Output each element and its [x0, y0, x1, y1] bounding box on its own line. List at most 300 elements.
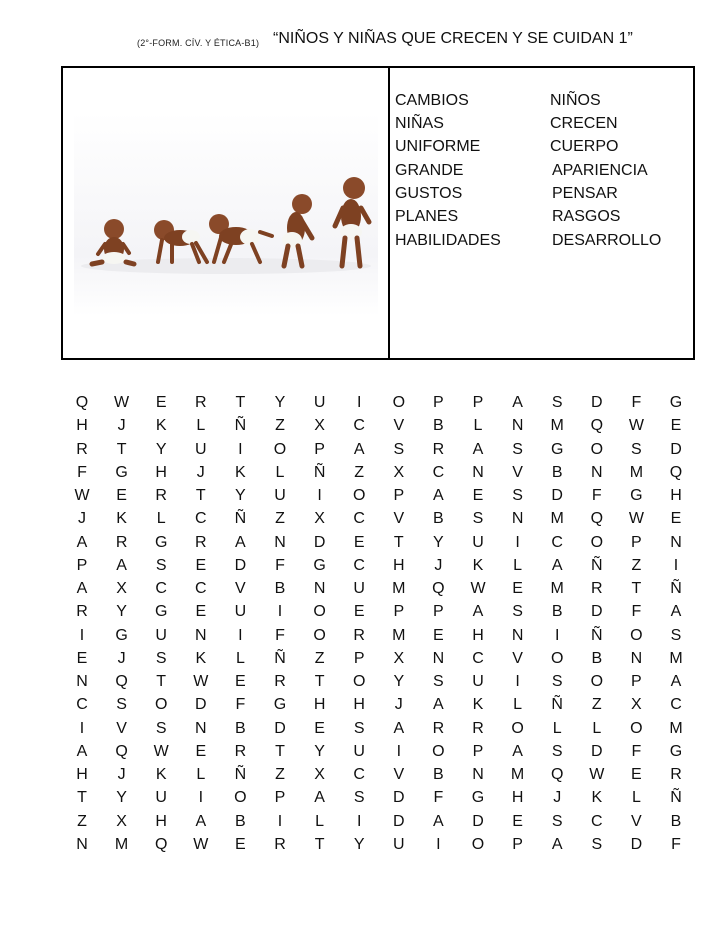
grid-letter: M: [669, 649, 683, 667]
grid-letter: R: [353, 626, 365, 644]
grid-letter: S: [353, 789, 365, 807]
grid-letter: I: [436, 835, 441, 853]
grid-letter: G: [313, 556, 326, 574]
grid-letter: S: [116, 696, 127, 714]
grid-letter: A: [314, 789, 325, 807]
grid-letter: H: [313, 696, 326, 714]
grid-letter: G: [273, 696, 287, 714]
grid-letter: V: [631, 812, 642, 830]
grid-letter: O: [550, 649, 564, 667]
grid-letter: T: [235, 394, 246, 411]
grid-letter: S: [631, 440, 642, 458]
grid-letter: A: [116, 556, 127, 574]
grid-letter: L: [235, 649, 245, 667]
grid-letter: N: [76, 835, 88, 853]
grid-letter: G: [115, 626, 128, 644]
grid-letter: H: [353, 696, 365, 714]
grid-letter: F: [671, 835, 681, 853]
grid-letter: Y: [116, 789, 127, 807]
worksheet-title: “NIÑOS Y NIÑAS QUE CRECEN Y SE CUIDAN 1”: [273, 30, 633, 47]
grid-letter: L: [196, 417, 206, 435]
grid-letter: M: [669, 719, 683, 737]
grid-letter: A: [472, 440, 484, 458]
grid-letter: N: [313, 580, 326, 597]
grid-letter: A: [235, 533, 246, 551]
grid-letter: E: [195, 603, 207, 621]
grid-letter: I: [356, 812, 362, 830]
grid-letter: E: [155, 394, 167, 411]
grid-letter: R: [432, 719, 445, 737]
grid-letter: T: [393, 533, 404, 551]
grid-letter: D: [393, 812, 405, 830]
grid-letter: J: [78, 510, 86, 528]
grid-letter: J: [117, 417, 126, 435]
grid-letter: L: [513, 556, 523, 574]
grid-letter: Ñ: [234, 510, 247, 528]
grid-letter: O: [590, 440, 604, 458]
grid-letter: E: [195, 742, 207, 760]
grid-letter: E: [314, 719, 325, 737]
grid-letter: M: [392, 626, 406, 644]
grid-letter: R: [76, 440, 88, 458]
grid-letter: A: [472, 603, 484, 621]
grid-letter: W: [470, 580, 486, 597]
grid-letter: H: [670, 487, 682, 504]
grid-letter: P: [314, 440, 325, 458]
grid-letter: R: [155, 487, 167, 504]
word-item: CAMBIOS: [395, 92, 469, 109]
grid-letter: N: [472, 766, 484, 783]
grid-letter: F: [631, 742, 642, 760]
grid-letter: F: [77, 463, 87, 481]
grid-letter: S: [670, 626, 682, 644]
grid-letter: C: [353, 766, 365, 783]
grid-letter: C: [591, 812, 603, 830]
grid-letter: G: [471, 789, 485, 807]
grid-letter: X: [314, 510, 325, 528]
grid-letter: S: [551, 742, 563, 760]
grid-letter: N: [274, 533, 286, 551]
grid-letter: S: [512, 603, 523, 621]
grid-letter: A: [512, 742, 523, 760]
grid-letter: G: [669, 742, 683, 760]
grid-letter: U: [234, 603, 247, 621]
grid-letter: J: [196, 463, 205, 481]
grid-letter: M: [392, 580, 406, 597]
grid-letter: V: [393, 766, 405, 783]
grid-letter: P: [631, 533, 642, 551]
grid-letter: C: [551, 533, 563, 551]
grid-letter: V: [393, 417, 405, 435]
word-item: PENSAR: [552, 185, 618, 202]
grid-letter: Z: [77, 812, 87, 830]
grid-letter: Y: [274, 394, 286, 411]
grid-letter: N: [76, 673, 88, 690]
grid-letter: Z: [591, 696, 602, 714]
grid-letter: P: [472, 394, 484, 411]
grid-letter: E: [512, 580, 523, 597]
grid-letter: G: [154, 533, 168, 551]
grid-letter: K: [235, 463, 246, 481]
grid-letter: A: [670, 603, 682, 621]
grid-letter: O: [630, 626, 643, 644]
grid-letter: X: [631, 696, 642, 714]
subject-label: (2°-FORM. CÍV. Y ÉTICA-B1): [137, 38, 260, 48]
grid-letter: T: [314, 835, 325, 853]
grid-letter: M: [550, 417, 564, 435]
grid-letter: U: [353, 580, 365, 597]
grid-letter: H: [472, 626, 484, 644]
grid-letter: O: [154, 696, 168, 714]
grid-letter: Ñ: [591, 556, 603, 574]
word-list-box: [61, 66, 695, 360]
grid-letter: D: [313, 533, 326, 551]
grid-letter: W: [628, 417, 644, 435]
grid-letter: Y: [314, 742, 325, 760]
grid-letter: L: [552, 719, 562, 737]
grid-letter: P: [393, 487, 405, 504]
grid-letter: B: [235, 719, 246, 737]
grid-letter: U: [155, 626, 167, 644]
grid-letter: T: [314, 673, 325, 690]
grid-letter: R: [234, 742, 247, 760]
grid-letter: W: [153, 742, 169, 760]
grid-letter: A: [433, 812, 444, 830]
grid-letter: R: [432, 440, 445, 458]
grid-letter: B: [235, 812, 246, 830]
grid-letter: C: [353, 556, 365, 574]
grid-letter: V: [235, 580, 246, 597]
grid-letter: L: [513, 696, 523, 714]
grid-letter: Ñ: [551, 696, 563, 714]
grid-letter: M: [550, 580, 564, 597]
grid-letter: O: [511, 719, 524, 737]
grid-letter: O: [352, 487, 366, 504]
grid-letter: I: [396, 742, 402, 760]
grid-letter: I: [356, 394, 362, 411]
grid-letter: F: [275, 556, 285, 574]
grid-letter: O: [273, 440, 287, 458]
grid-letter: R: [195, 533, 207, 551]
grid-letter: P: [274, 789, 286, 807]
grid-letter: Ñ: [234, 766, 247, 783]
grid-letter: D: [670, 440, 682, 458]
grid-letter: E: [353, 603, 365, 621]
grid-letter: S: [512, 440, 523, 458]
grid-letter: Z: [275, 766, 285, 783]
grid-letter: D: [195, 696, 207, 714]
grid-letter: Y: [393, 673, 405, 690]
grid-letter: I: [515, 533, 520, 551]
grid-letter: T: [631, 580, 642, 597]
grid-letter: Z: [275, 510, 285, 528]
word-item: GRANDE: [395, 162, 464, 179]
grid-letter: N: [630, 649, 643, 667]
grid-letter: P: [353, 649, 365, 667]
grid-letter: L: [473, 417, 483, 435]
grid-letter: W: [628, 510, 644, 528]
grid-letter: A: [551, 835, 563, 853]
grid-letter: X: [393, 649, 405, 667]
grid-letter: M: [114, 835, 129, 853]
grid-letter: Q: [669, 463, 683, 481]
grid-letter: B: [433, 417, 444, 435]
grid-letter: E: [195, 556, 207, 574]
grid-letter: I: [277, 812, 283, 830]
grid-letter: D: [630, 835, 643, 853]
grid-letter: E: [670, 510, 682, 528]
grid-letter: U: [155, 789, 167, 807]
grid-letter: A: [433, 487, 444, 504]
grid-letter: C: [432, 463, 445, 481]
grid-letter: G: [115, 463, 128, 481]
grid-letter: O: [313, 603, 326, 621]
grid-letter: Q: [115, 673, 128, 690]
grid-letter: A: [393, 719, 405, 737]
grid-letter: P: [472, 742, 484, 760]
grid-letter: O: [234, 789, 247, 807]
grid-letter: V: [512, 463, 523, 481]
grid-letter: R: [76, 603, 88, 621]
grid-letter: E: [116, 487, 127, 504]
grid-letter: N: [511, 417, 524, 435]
grid-letter: F: [631, 603, 642, 621]
grid-letter: A: [76, 580, 88, 597]
grid-letter: X: [116, 580, 127, 597]
grid-letter: P: [631, 673, 642, 690]
grid-letter: X: [116, 812, 127, 830]
grid-letter: S: [353, 719, 365, 737]
grid-letter: N: [472, 463, 484, 481]
grid-letter: D: [274, 719, 286, 737]
grid-letter: L: [592, 719, 602, 737]
grid-letter: Y: [235, 487, 246, 504]
grid-letter: A: [353, 440, 365, 458]
grid-letter: I: [515, 673, 520, 690]
grid-letter: I: [238, 626, 243, 644]
grid-letter: Y: [155, 440, 167, 458]
grid-letter: I: [238, 440, 243, 458]
grid-letter: J: [117, 766, 126, 783]
word-item: NIÑOS: [550, 92, 601, 109]
grid-letter: I: [277, 603, 283, 621]
grid-letter: Z: [631, 556, 642, 574]
grid-letter: W: [74, 487, 90, 504]
grid-letter: I: [79, 626, 85, 644]
grid-letter: N: [195, 719, 207, 737]
grid-letter: O: [590, 673, 604, 690]
grid-letter: C: [353, 510, 365, 528]
grid-letter: S: [551, 394, 563, 411]
grid-letter: O: [432, 742, 445, 760]
grid-letter: Ñ: [670, 580, 682, 597]
grid-letter: L: [631, 789, 641, 807]
grid-letter: B: [591, 649, 603, 667]
box-divider: [388, 68, 390, 358]
grid-letter: Q: [115, 742, 128, 760]
grid-letter: N: [591, 463, 603, 481]
grid-letter: K: [472, 556, 484, 574]
grid-letter: M: [629, 463, 644, 481]
grid-letter: N: [195, 626, 207, 644]
grid-letter: O: [590, 533, 604, 551]
grid-letter: U: [274, 487, 286, 504]
grid-letter: H: [393, 556, 405, 574]
word-item: RASGOS: [552, 208, 621, 225]
grid-letter: Z: [275, 417, 285, 435]
grid-letter: S: [591, 835, 603, 853]
grid-letter: N: [511, 626, 524, 644]
word-item: APARIENCIA: [552, 162, 648, 179]
grid-letter: M: [510, 766, 525, 783]
grid-letter: C: [76, 696, 88, 714]
grid-letter: N: [670, 533, 682, 551]
word-item: GUSTOS: [395, 185, 463, 202]
word-item: PLANES: [395, 208, 459, 225]
grid-letter: T: [116, 440, 127, 458]
grid-letter: F: [275, 626, 285, 644]
grid-letter: M: [550, 510, 564, 528]
grid-letter: Z: [314, 649, 325, 667]
grid-letter: E: [235, 835, 246, 853]
grid-letter: F: [433, 789, 444, 807]
grid-letter: L: [196, 766, 206, 783]
grid-letter: U: [353, 742, 365, 760]
grid-letter: S: [433, 673, 444, 690]
grid-letter: P: [76, 556, 88, 574]
word-item: CRECEN: [550, 115, 618, 132]
grid-letter: C: [195, 580, 207, 597]
grid-letter: B: [670, 812, 682, 830]
word-item: HABILIDADES: [395, 232, 501, 249]
grid-letter: J: [553, 789, 562, 807]
grid-letter: D: [234, 556, 247, 574]
grid-letter: E: [512, 812, 523, 830]
grid-letter: P: [433, 603, 444, 621]
grid-letter: D: [472, 812, 484, 830]
grid-letter: U: [313, 394, 326, 411]
grid-letter: C: [155, 580, 167, 597]
word-item: DESARROLLO: [552, 232, 662, 249]
grid-letter: A: [195, 812, 207, 830]
grid-letter: Ñ: [591, 626, 603, 644]
grid-letter: N: [432, 649, 445, 667]
grid-letter: S: [155, 556, 167, 574]
grid-letter: Q: [75, 394, 89, 411]
grid-letter: G: [154, 603, 168, 621]
grid-letter: Q: [590, 510, 604, 528]
grid-letter: Y: [116, 603, 127, 621]
grid-letter: S: [155, 649, 167, 667]
grid-letter: E: [631, 766, 642, 783]
grid-letter: Q: [432, 580, 445, 597]
baby-growth-image: [74, 112, 378, 316]
grid-letter: C: [472, 649, 484, 667]
grid-letter: O: [630, 719, 643, 737]
grid-letter: X: [314, 417, 325, 435]
grid-letter: A: [76, 533, 88, 551]
grid-letter: W: [114, 394, 130, 411]
grid-letter: B: [433, 766, 444, 783]
grid-letter: E: [670, 417, 682, 435]
grid-letter: H: [76, 766, 88, 783]
grid-letter: W: [589, 766, 605, 783]
grid-letter: R: [472, 719, 484, 737]
grid-letter: H: [511, 789, 524, 807]
grid-letter: E: [472, 487, 484, 504]
grid-letter: E: [235, 673, 246, 690]
grid-letter: W: [193, 835, 209, 853]
grid-letter: I: [673, 556, 679, 574]
grid-letter: I: [79, 719, 85, 737]
grid-letter: U: [472, 533, 484, 551]
grid-letter: S: [551, 812, 563, 830]
grid-letter: Q: [154, 835, 168, 853]
grid-letter: J: [394, 696, 403, 714]
grid-letter: S: [472, 510, 484, 528]
grid-letter: H: [155, 812, 167, 830]
grid-letter: U: [195, 440, 207, 458]
grid-letter: O: [352, 673, 366, 690]
grid-letter: R: [115, 533, 128, 551]
grid-letter: F: [591, 487, 602, 504]
grid-letter: D: [591, 394, 603, 411]
grid-letter: T: [156, 673, 167, 690]
grid-letter: G: [630, 487, 643, 504]
grid-letter: S: [155, 719, 167, 737]
grid-letter: G: [550, 440, 564, 458]
grid-letter: O: [313, 626, 326, 644]
grid-letter: J: [434, 556, 443, 574]
grid-letter: F: [235, 696, 246, 714]
grid-letter: A: [551, 556, 563, 574]
grid-letter: Ñ: [670, 789, 682, 807]
grid-letter: H: [76, 417, 88, 435]
grid-letter: B: [433, 510, 444, 528]
word-item: UNIFORME: [395, 138, 481, 155]
grid-letter: K: [155, 766, 167, 783]
grid-letter: P: [512, 835, 523, 853]
grid-letter: Ñ: [274, 649, 286, 667]
grid-letter: T: [77, 789, 87, 807]
grid-letter: Q: [590, 417, 604, 435]
grid-letter: X: [314, 766, 325, 783]
grid-letter: K: [155, 417, 167, 435]
grid-letter: N: [511, 510, 524, 528]
grid-letter: V: [393, 510, 405, 528]
grid-letter: D: [551, 487, 563, 504]
grid-letter: U: [472, 673, 484, 690]
grid-letter: Y: [353, 835, 365, 853]
grid-letter: L: [156, 510, 166, 528]
grid-letter: D: [591, 603, 603, 621]
grid-letter: T: [275, 742, 285, 760]
grid-letter: H: [155, 463, 167, 481]
grid-letter: Y: [433, 533, 444, 551]
grid-letter: A: [512, 394, 523, 411]
grid-letter: U: [393, 835, 405, 853]
grid-letter: Z: [354, 463, 365, 481]
grid-letter: T: [195, 487, 206, 504]
grid-letter: R: [274, 673, 286, 690]
grid-letter: E: [433, 626, 444, 644]
grid-letter: A: [670, 673, 682, 690]
grid-letter: K: [116, 510, 127, 528]
grid-letter: B: [551, 603, 563, 621]
grid-letter: C: [195, 510, 207, 528]
grid-letter: K: [591, 789, 603, 807]
grid-letter: I: [198, 789, 204, 807]
